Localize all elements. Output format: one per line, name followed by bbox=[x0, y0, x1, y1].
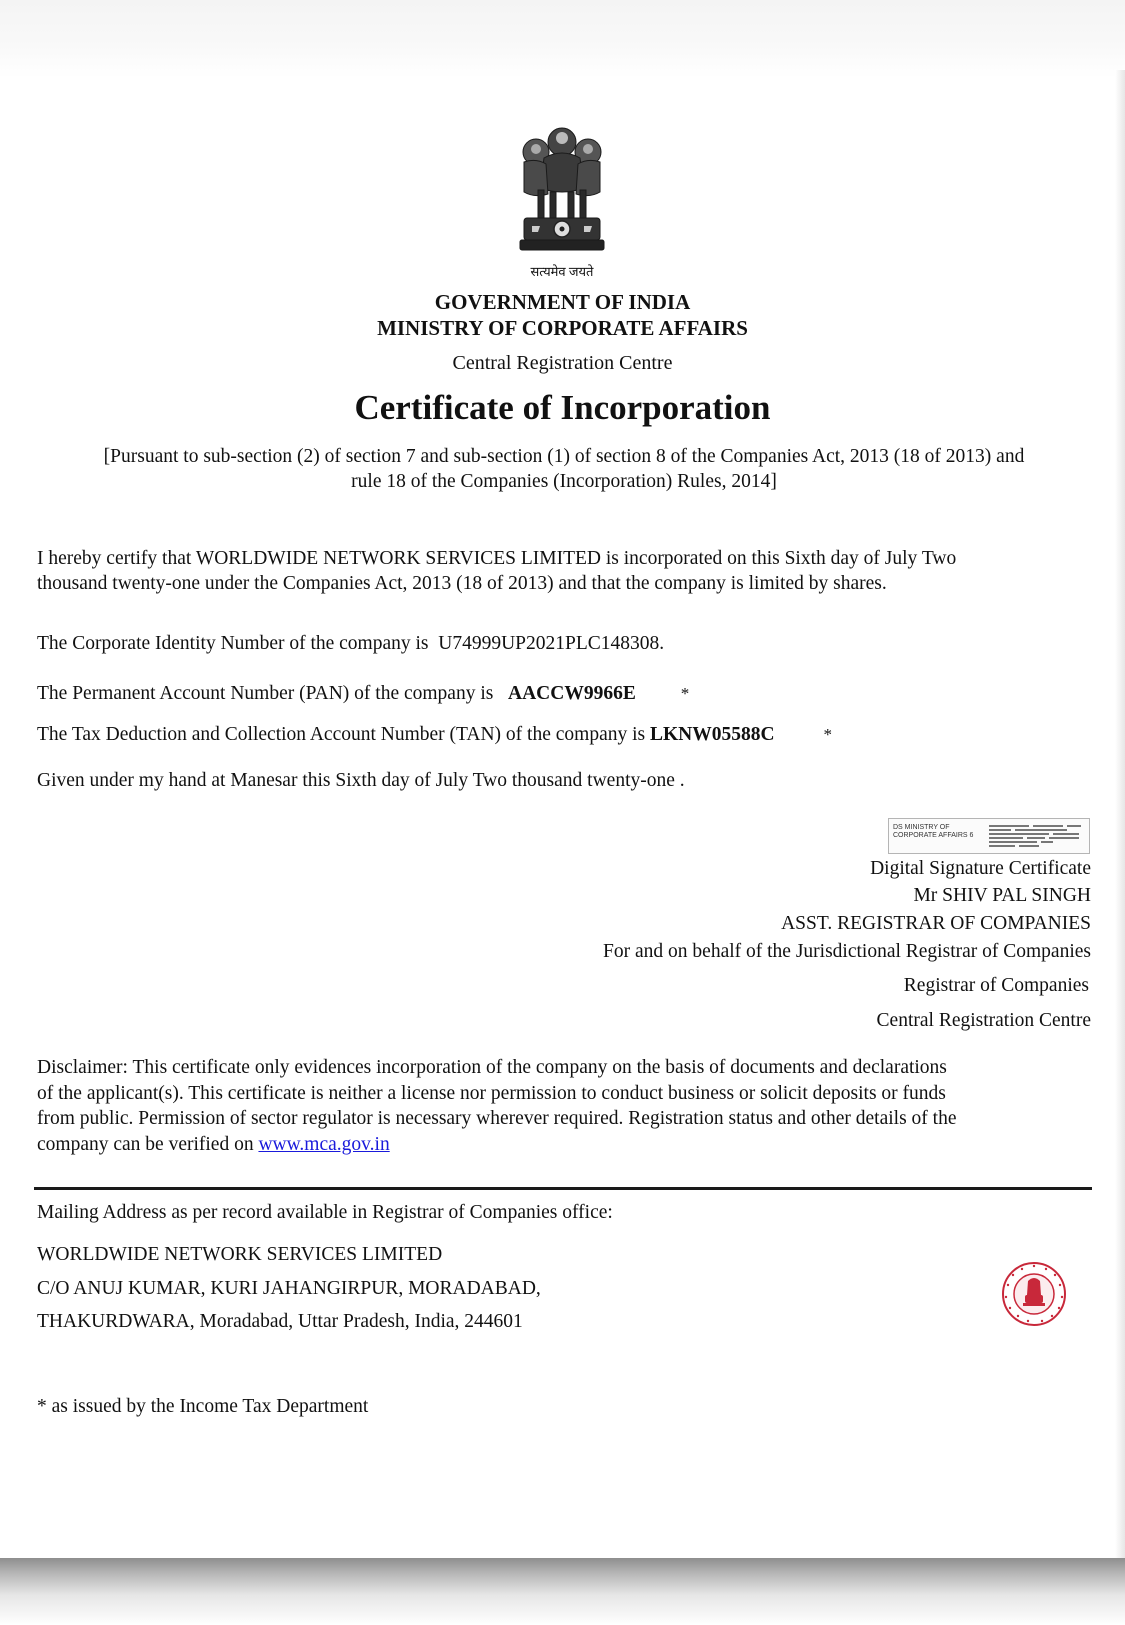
tan-line bbox=[37, 724, 832, 746]
cin-value: U74999UP2021PLC148308. bbox=[438, 633, 665, 654]
signatory-registrar: Registrar of Companies bbox=[903, 975, 1089, 996]
mailing-address-line-2: C/O ANUJ KUMAR, KURI JAHANGIRPUR, MORADABAD, bbox=[37, 1278, 541, 1299]
given-under-hand-line: Given under my hand at Manesar this Sixth day of July Two thousand twenty-one . bbox=[37, 770, 685, 791]
signature-line-1: Digital Signature Certificate bbox=[870, 858, 1091, 879]
cin-label: The Corporate Identity Number of the company is bbox=[37, 633, 429, 654]
pursuant-line-2: rule 18 of the Companies (Incorporation) Rules, 2014] bbox=[351, 471, 777, 492]
pan-label: The Permanent Account Number (PAN) of the company is bbox=[37, 683, 494, 704]
pan-line bbox=[37, 683, 689, 705]
tan-asterisk: * bbox=[823, 725, 832, 744]
emblem-motto: सत्यमेव जयते bbox=[530, 264, 594, 279]
disclaimer-line-4 bbox=[37, 1132, 1089, 1158]
mailing-address-line-3: THAKURDWARA, Moradabad, Uttar Pradesh, India, 244601 bbox=[37, 1311, 523, 1332]
tan-label: The Tax Deduction and Collection Account Number (TAN) of the company is bbox=[37, 724, 646, 745]
certify-line-1: I hereby certify that WORLDWIDE NETWORK SERVICES LIMITED is incorporated on this Sixth day of July Two bbox=[37, 548, 957, 569]
pursuant-clause bbox=[38, 444, 1090, 494]
digital-signature-stamp bbox=[888, 818, 1090, 854]
signatory-on-behalf: For and on behalf of the Jurisdictional Registrar of Companies bbox=[603, 941, 1091, 962]
section-divider bbox=[34, 1187, 1092, 1190]
pan-asterisk: * bbox=[680, 684, 690, 703]
pursuant-line-1: [Pursuant to sub-section (2) of section 7 and sub-section (1) of section 8 of the Companies Act, 2013 (18 of 2013) and bbox=[103, 446, 1025, 467]
pan-value: AACCW9966E bbox=[507, 683, 636, 704]
signature-stamp-text: DS MINISTRY OF CORPORATE AFFAIRS 6 bbox=[893, 824, 974, 839]
certify-line-2: thousand twenty-one under the Companies Act, 2013 (18 of 2013) and that the company is limited by shares. bbox=[37, 573, 887, 594]
footnote: * as issued by the Income Tax Department bbox=[37, 1396, 369, 1417]
disclaimer-paragraph bbox=[37, 1055, 1089, 1157]
mca-website-link[interactable]: www.mca.gov.in bbox=[258, 1133, 390, 1155]
signatory-centre: Central Registration Centre bbox=[876, 1010, 1091, 1031]
national-emblem-icon bbox=[514, 118, 610, 278]
certification-statement bbox=[37, 546, 1089, 596]
government-heading: GOVERNMENT OF INDIA bbox=[434, 290, 691, 314]
tan-value: LKNW05588C bbox=[649, 724, 775, 745]
disclaimer-line-2: of the applicant(s). This certificate is neither a license nor permission to conduct business or solicit deposits or funds bbox=[37, 1082, 946, 1104]
disclaimer-line-3: from public. Permission of sector regulator is necessary wherever required. Registration status and other details of the bbox=[37, 1108, 957, 1129]
cin-line bbox=[37, 633, 664, 655]
mailing-address-heading: Mailing Address as per record available in Registrar of Companies office: bbox=[37, 1202, 613, 1223]
registration-centre-heading: Central Registration Centre bbox=[452, 352, 673, 374]
disclaimer-line-4-text: company can be verified on bbox=[37, 1133, 254, 1155]
signatory-name: Mr SHIV PAL SINGH bbox=[913, 885, 1091, 906]
registrar-seal-icon bbox=[1001, 1261, 1067, 1327]
ministry-heading: MINISTRY OF CORPORATE AFFAIRS bbox=[377, 316, 748, 340]
certificate-title: Certificate of Incorporation bbox=[354, 388, 771, 427]
disclaimer-line-1: Disclaimer: This certificate only evidences incorporation of the company on the basis of documents and declarations bbox=[37, 1057, 947, 1078]
mailing-address-line-1: WORLDWIDE NETWORK SERVICES LIMITED bbox=[37, 1244, 443, 1265]
signature-stamp-pattern-icon bbox=[989, 824, 1083, 848]
signatory-designation: ASST. REGISTRAR OF COMPANIES bbox=[781, 913, 1091, 934]
